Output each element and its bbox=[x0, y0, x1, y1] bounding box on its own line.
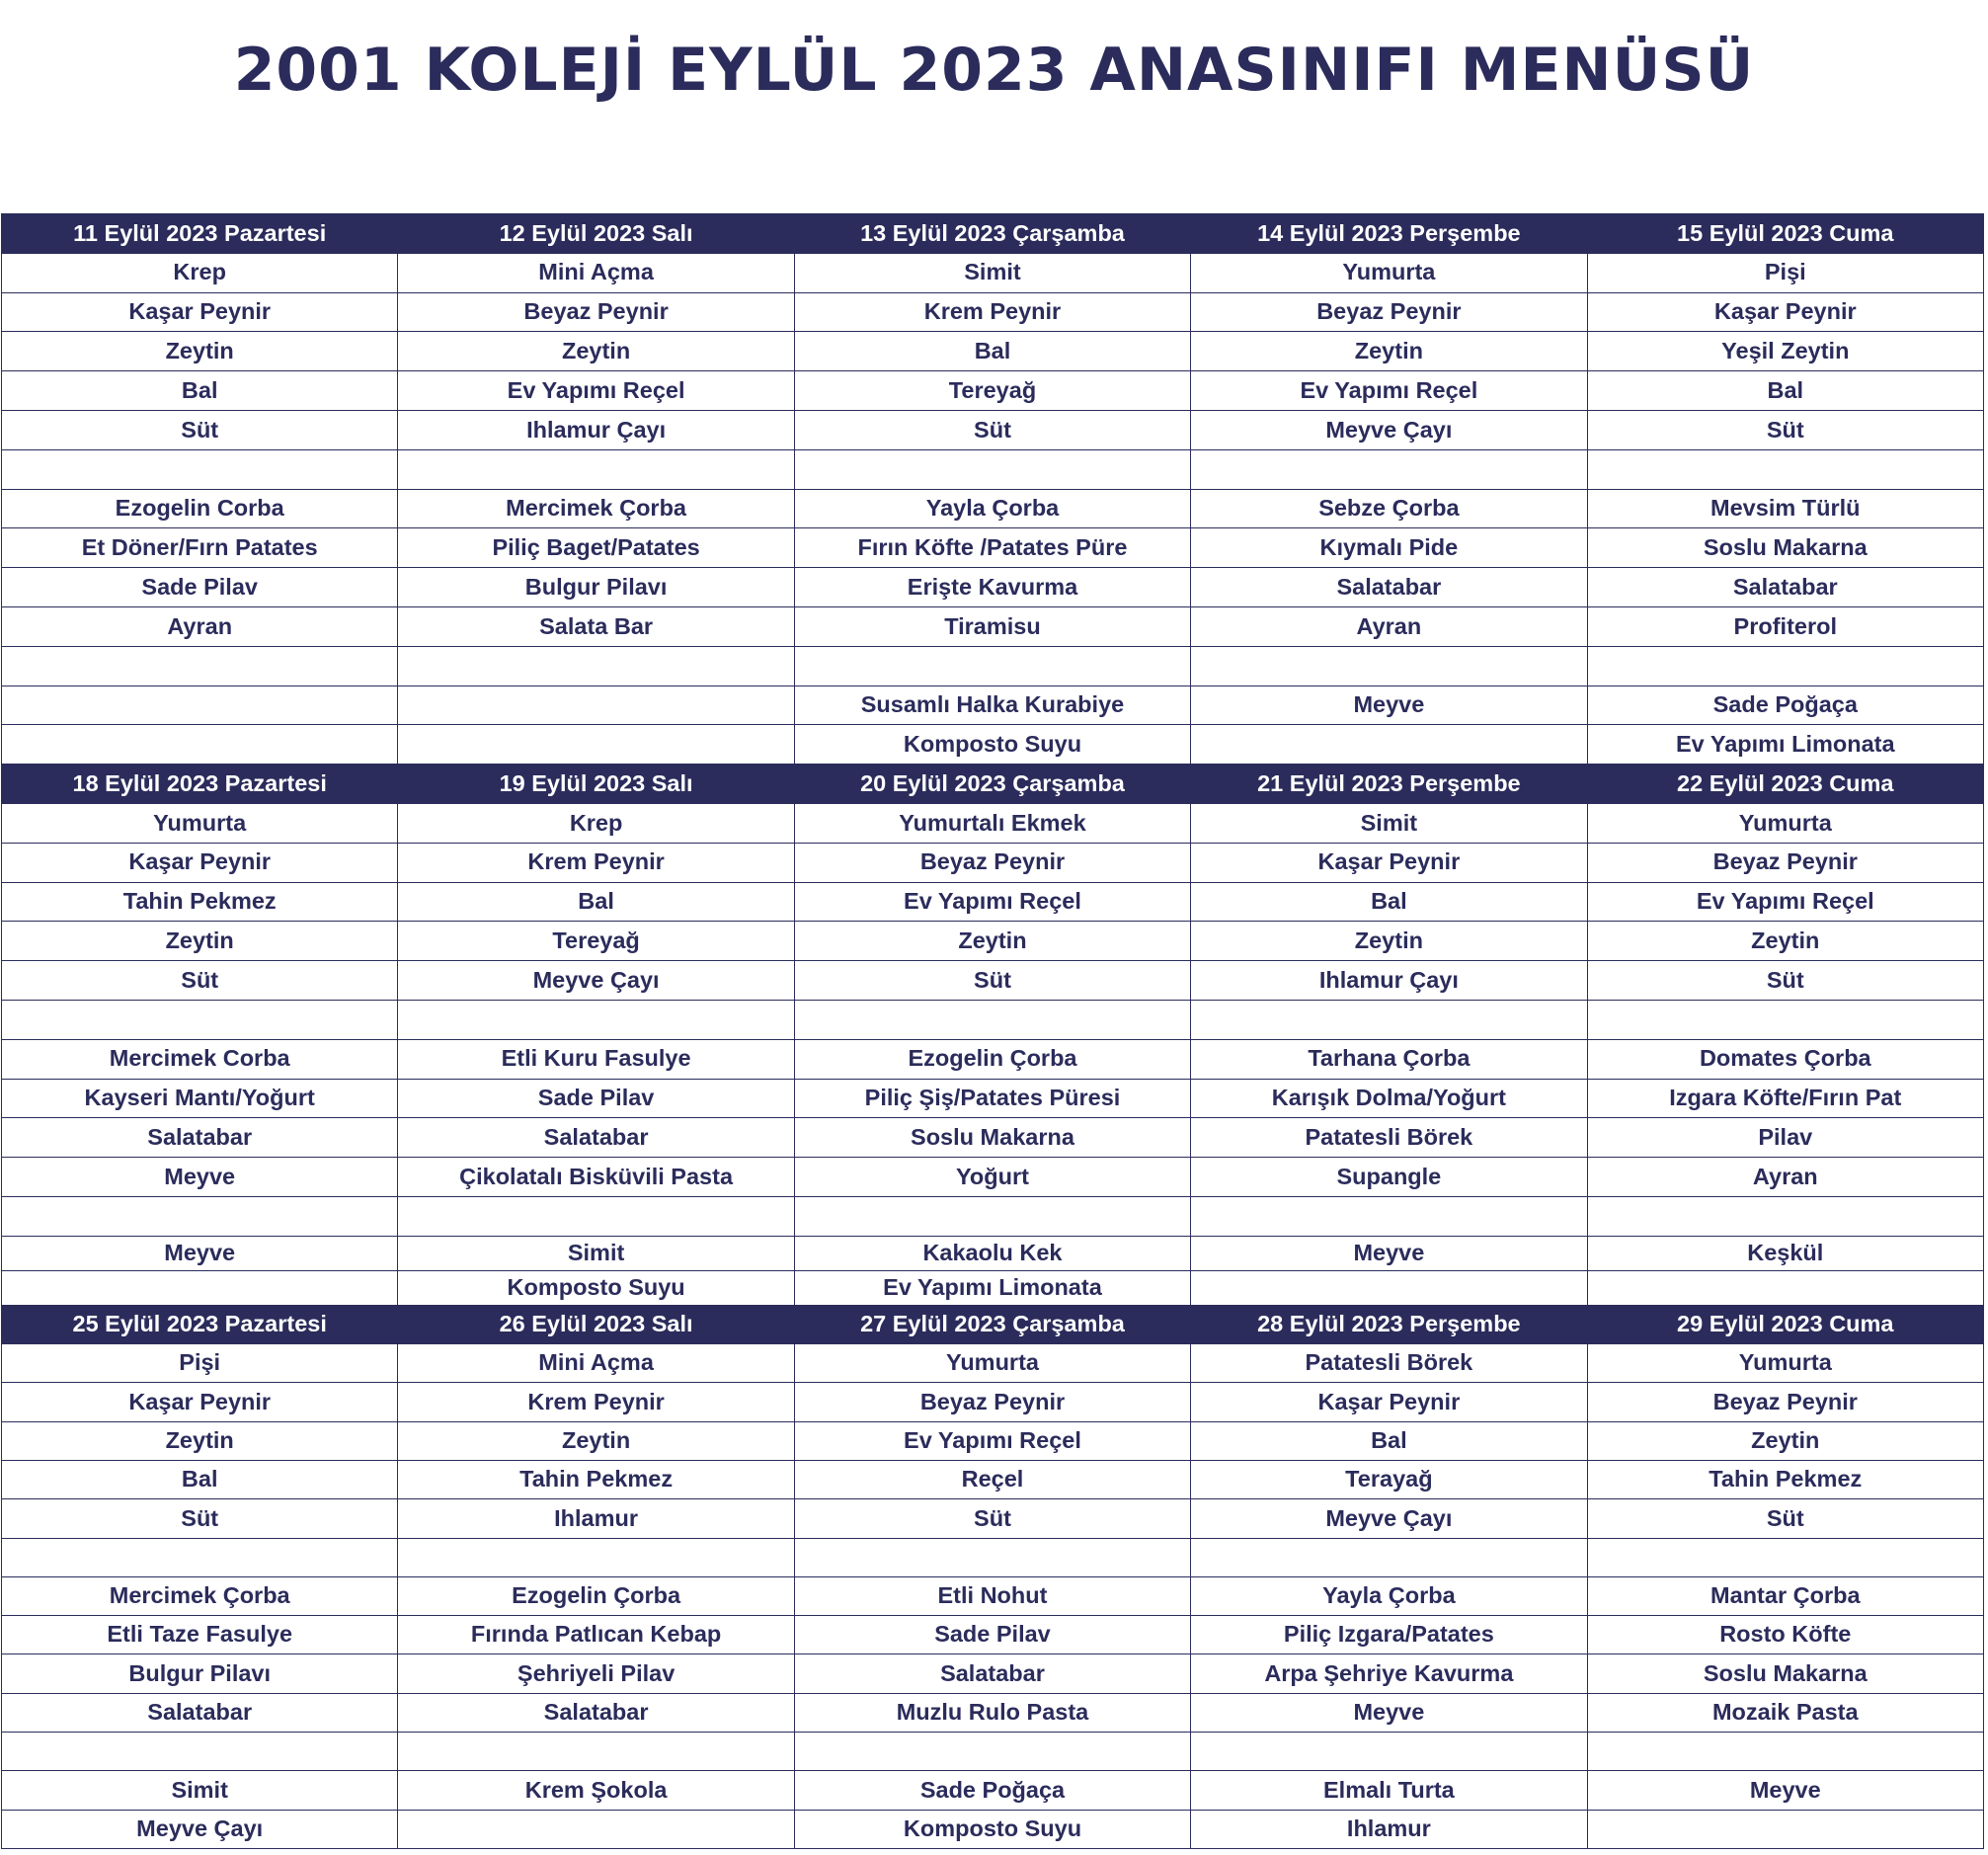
menu-cell: Yayla Çorba bbox=[1191, 1576, 1587, 1615]
menu-cell: Bal bbox=[2, 371, 398, 411]
menu-cell: Etli Kuru Fasulye bbox=[398, 1039, 794, 1079]
menu-cell: Zeytin bbox=[1191, 332, 1587, 371]
menu-row bbox=[2, 1421, 1984, 1460]
menu-cell: Sade Pilav bbox=[398, 1079, 794, 1118]
menu-row bbox=[2, 843, 1984, 882]
menu-cell: Meyve Çayı bbox=[1191, 1499, 1587, 1538]
menu-cell: Süt bbox=[2, 961, 398, 1001]
menu-cell bbox=[1191, 1196, 1587, 1236]
menu-cell: Simit bbox=[1191, 803, 1587, 843]
menu-cell: Krep bbox=[2, 253, 398, 292]
menu-cell: Kayseri Mantı/Yoğurt bbox=[2, 1079, 398, 1118]
menu-cell: Bal bbox=[2, 1460, 398, 1498]
menu-cell: Zeytin bbox=[1191, 922, 1587, 961]
menu-cell bbox=[1191, 449, 1587, 489]
menu-cell bbox=[1587, 449, 1983, 489]
menu-cell bbox=[2, 686, 398, 725]
menu-cell: Kıymalı Pide bbox=[1191, 528, 1587, 568]
menu-cell: Bal bbox=[1191, 1421, 1587, 1460]
day-header: 21 Eylül 2023 Perşembe bbox=[1191, 765, 1587, 804]
menu-cell: Meyve bbox=[2, 1236, 398, 1270]
menu-cell: Soslu Makarna bbox=[794, 1118, 1190, 1158]
menu-row bbox=[2, 1654, 1984, 1693]
menu-cell: Çikolatalı Bisküvili Pasta bbox=[398, 1158, 794, 1197]
menu-cell: Yumurta bbox=[1191, 253, 1587, 292]
week-header-row bbox=[2, 214, 1984, 254]
menu-row bbox=[2, 489, 1984, 528]
menu-cell: Krem Peynir bbox=[398, 843, 794, 882]
menu-cell: Sade Poğaça bbox=[794, 1771, 1190, 1810]
menu-cell: Yumurta bbox=[1587, 1344, 1983, 1383]
menu-cell: Ev Yapımı Reçel bbox=[794, 882, 1190, 922]
day-header: 18 Eylül 2023 Pazartesi bbox=[2, 765, 398, 804]
menu-cell: Beyaz Peynir bbox=[1587, 843, 1983, 882]
menu-cell: Tahin Pekmez bbox=[1587, 1460, 1983, 1498]
menu-cell: Ayran bbox=[1587, 1158, 1983, 1197]
menu-cell: Ev Yapımı Reçel bbox=[398, 371, 794, 411]
menu-cell: Yumurta bbox=[794, 1344, 1190, 1383]
menu-row bbox=[2, 292, 1984, 332]
menu-cell: Salatabar bbox=[398, 1693, 794, 1732]
menu-table bbox=[1, 213, 1984, 1849]
menu-cell: Ayran bbox=[2, 606, 398, 646]
day-header: 19 Eylül 2023 Salı bbox=[398, 765, 794, 804]
menu-cell: Kaşar Peynir bbox=[1191, 843, 1587, 882]
menu-cell: Beyaz Peynir bbox=[1191, 292, 1587, 332]
menu-row bbox=[2, 1236, 1984, 1270]
menu-cell: Tereyağ bbox=[794, 371, 1190, 411]
menu-cell: Ev Yapımı Limonata bbox=[1587, 725, 1983, 765]
menu-cell: Bulgur Pilavı bbox=[2, 1654, 398, 1693]
menu-cell: Mantar Çorba bbox=[1587, 1576, 1983, 1615]
menu-cell: Süt bbox=[794, 1499, 1190, 1538]
menu-cell: Süt bbox=[1587, 1499, 1983, 1538]
menu-cell: Supangle bbox=[1191, 1158, 1587, 1197]
menu-cell: Mini Açma bbox=[398, 253, 794, 292]
menu-cell: Ihlamur Çayı bbox=[1191, 961, 1587, 1001]
menu-cell: Ezogelin Çorba bbox=[398, 1576, 794, 1615]
menu-cell bbox=[2, 1196, 398, 1236]
menu-cell: Tarhana Çorba bbox=[1191, 1039, 1587, 1079]
menu-row bbox=[2, 1118, 1984, 1158]
menu-cell bbox=[1191, 1000, 1587, 1039]
page-title: 2001 KOLEJİ EYLÜL 2023 ANASINIFI MENÜSÜ bbox=[233, 36, 1755, 105]
menu-cell: Şehriyeli Pilav bbox=[398, 1654, 794, 1693]
menu-row bbox=[2, 1158, 1984, 1197]
menu-cell: Fırında Patlıcan Kebap bbox=[398, 1616, 794, 1654]
menu-row bbox=[2, 1538, 1984, 1576]
menu-cell: Kaşar Peynir bbox=[2, 843, 398, 882]
menu-row bbox=[2, 1732, 1984, 1770]
menu-cell: Et Döner/Fırn Patates bbox=[2, 528, 398, 568]
menu-cell: Ev Yapımı Limonata bbox=[794, 1270, 1190, 1305]
menu-cell: Ezogelin Corba bbox=[2, 489, 398, 528]
menu-cell: Bulgur Pilavı bbox=[398, 568, 794, 607]
menu-row bbox=[2, 1039, 1984, 1079]
menu-cell: Zeytin bbox=[2, 332, 398, 371]
menu-cell: Sade Poğaça bbox=[1587, 686, 1983, 725]
menu-cell: Beyaz Peynir bbox=[398, 292, 794, 332]
menu-cell: Zeytin bbox=[1587, 1421, 1983, 1460]
day-header: 26 Eylül 2023 Salı bbox=[398, 1305, 794, 1343]
menu-cell: Zeytin bbox=[794, 922, 1190, 961]
menu-cell: Kaşar Peynir bbox=[1587, 292, 1983, 332]
menu-cell bbox=[2, 1000, 398, 1039]
menu-cell: Reçel bbox=[794, 1460, 1190, 1498]
menu-cell bbox=[2, 1538, 398, 1576]
menu-cell bbox=[2, 646, 398, 686]
menu-cell: Salatabar bbox=[1587, 568, 1983, 607]
menu-row bbox=[2, 1693, 1984, 1732]
day-header: 13 Eylül 2023 Çarşamba bbox=[794, 214, 1190, 254]
menu-cell bbox=[398, 1000, 794, 1039]
menu-cell bbox=[794, 646, 1190, 686]
menu-cell bbox=[794, 1000, 1190, 1039]
menu-cell bbox=[1191, 646, 1587, 686]
menu-cell: Mini Açma bbox=[398, 1344, 794, 1383]
menu-row bbox=[2, 882, 1984, 922]
menu-cell bbox=[1587, 646, 1983, 686]
menu-row bbox=[2, 332, 1984, 371]
menu-cell: Yoğurt bbox=[794, 1158, 1190, 1197]
day-header: 11 Eylül 2023 Pazartesi bbox=[2, 214, 398, 254]
menu-cell: Bal bbox=[398, 882, 794, 922]
menu-cell: Simit bbox=[2, 1771, 398, 1810]
menu-cell: Salatabar bbox=[398, 1118, 794, 1158]
menu-cell: Mevsim Türlü bbox=[1587, 489, 1983, 528]
menu-row bbox=[2, 725, 1984, 765]
menu-cell: Etli Nohut bbox=[794, 1576, 1190, 1615]
menu-cell: Meyve bbox=[1191, 1693, 1587, 1732]
menu-cell: Profiterol bbox=[1587, 606, 1983, 646]
menu-cell: Muzlu Rulo Pasta bbox=[794, 1693, 1190, 1732]
menu-cell: Meyve bbox=[1191, 1236, 1587, 1270]
menu-cell: Süt bbox=[2, 1499, 398, 1538]
menu-cell: Komposto Suyu bbox=[398, 1270, 794, 1305]
menu-cell bbox=[398, 646, 794, 686]
menu-cell: Mozaik Pasta bbox=[1587, 1693, 1983, 1732]
menu-row bbox=[2, 1499, 1984, 1538]
menu-cell: Tereyağ bbox=[398, 922, 794, 961]
menu-row bbox=[2, 1460, 1984, 1498]
menu-cell: Meyve bbox=[1587, 1771, 1983, 1810]
menu-cell: Soslu Makarna bbox=[1587, 1654, 1983, 1693]
menu-cell: Meyve Çayı bbox=[398, 961, 794, 1001]
menu-cell: Yeşil Zeytin bbox=[1587, 332, 1983, 371]
menu-cell: Patatesli Börek bbox=[1191, 1344, 1587, 1383]
menu-row bbox=[2, 1344, 1984, 1383]
day-header: 12 Eylül 2023 Salı bbox=[398, 214, 794, 254]
menu-cell: Ihlamur bbox=[1191, 1810, 1587, 1848]
menu-cell bbox=[1191, 1270, 1587, 1305]
menu-cell bbox=[398, 1732, 794, 1770]
menu-row bbox=[2, 803, 1984, 843]
menu-cell bbox=[1587, 1196, 1983, 1236]
menu-row bbox=[2, 449, 1984, 489]
menu-cell: Süt bbox=[1587, 961, 1983, 1001]
menu-cell: Terayağ bbox=[1191, 1460, 1587, 1498]
menu-cell: Salatabar bbox=[2, 1693, 398, 1732]
menu-row bbox=[2, 1771, 1984, 1810]
week-header-row bbox=[2, 1305, 1984, 1343]
menu-cell: Bal bbox=[1191, 882, 1587, 922]
menu-cell: Tahin Pekmez bbox=[398, 1460, 794, 1498]
menu-cell: Bal bbox=[1587, 371, 1983, 411]
menu-row bbox=[2, 1270, 1984, 1305]
menu-cell: Piliç Baget/Patates bbox=[398, 528, 794, 568]
day-header: 29 Eylül 2023 Cuma bbox=[1587, 1305, 1983, 1343]
menu-cell: Tiramisu bbox=[794, 606, 1190, 646]
menu-cell: Salatabar bbox=[1191, 568, 1587, 607]
menu-cell bbox=[794, 1732, 1190, 1770]
day-header: 14 Eylül 2023 Perşembe bbox=[1191, 214, 1587, 254]
menu-cell: Zeytin bbox=[1587, 922, 1983, 961]
menu-row bbox=[2, 1616, 1984, 1654]
menu-row bbox=[2, 1576, 1984, 1615]
menu-row bbox=[2, 1383, 1984, 1421]
menu-cell bbox=[398, 686, 794, 725]
menu-cell: Sebze Çorba bbox=[1191, 489, 1587, 528]
day-header: 20 Eylül 2023 Çarşamba bbox=[794, 765, 1190, 804]
menu-cell: Karışık Dolma/Yoğurt bbox=[1191, 1079, 1587, 1118]
menu-cell: Zeytin bbox=[398, 1421, 794, 1460]
menu-cell: Kaşar Peynir bbox=[2, 292, 398, 332]
menu-row bbox=[2, 1810, 1984, 1848]
menu-cell bbox=[2, 725, 398, 765]
menu-cell: Simit bbox=[398, 1236, 794, 1270]
menu-cell: Etli Taze Fasulye bbox=[2, 1616, 398, 1654]
day-header: 15 Eylül 2023 Cuma bbox=[1587, 214, 1983, 254]
menu-cell bbox=[1191, 1732, 1587, 1770]
menu-cell: Komposto Suyu bbox=[794, 725, 1190, 765]
menu-cell bbox=[1587, 1732, 1983, 1770]
menu-row bbox=[2, 1196, 1984, 1236]
menu-cell: Soslu Makarna bbox=[1587, 528, 1983, 568]
week-header-row bbox=[2, 765, 1984, 804]
day-header: 22 Eylül 2023 Cuma bbox=[1587, 765, 1983, 804]
menu-cell: Süt bbox=[794, 410, 1190, 449]
menu-cell: Yumurta bbox=[1587, 803, 1983, 843]
menu-row bbox=[2, 606, 1984, 646]
menu-row bbox=[2, 646, 1984, 686]
menu-cell bbox=[794, 1538, 1190, 1576]
menu-cell: Ihlamur Çayı bbox=[398, 410, 794, 449]
menu-cell: Yumurta bbox=[2, 803, 398, 843]
menu-cell: Beyaz Peynir bbox=[1587, 1383, 1983, 1421]
menu-cell: Beyaz Peynir bbox=[794, 843, 1190, 882]
day-header: 27 Eylül 2023 Çarşamba bbox=[794, 1305, 1190, 1343]
menu-row bbox=[2, 1079, 1984, 1118]
menu-cell: Mercimek Çorba bbox=[2, 1576, 398, 1615]
menu-cell: Zeytin bbox=[398, 332, 794, 371]
menu-cell: Tahin Pekmez bbox=[2, 882, 398, 922]
menu-cell bbox=[794, 449, 1190, 489]
menu-cell: Zeytin bbox=[2, 1421, 398, 1460]
menu-cell: Piliç Izgara/Patates bbox=[1191, 1616, 1587, 1654]
menu-cell bbox=[1587, 1810, 1983, 1848]
menu-row bbox=[2, 371, 1984, 411]
menu-cell: Arpa Şehriye Kavurma bbox=[1191, 1654, 1587, 1693]
menu-cell: Meyve Çayı bbox=[2, 1810, 398, 1848]
menu-cell: Kakaolu Kek bbox=[794, 1236, 1190, 1270]
menu-cell: Ayran bbox=[1191, 606, 1587, 646]
menu-cell bbox=[2, 449, 398, 489]
menu-cell bbox=[1191, 1538, 1587, 1576]
menu-cell: Krem Peynir bbox=[794, 292, 1190, 332]
menu-cell: Ihlamur bbox=[398, 1499, 794, 1538]
day-header: 28 Eylül 2023 Perşembe bbox=[1191, 1305, 1587, 1343]
menu-cell: Süt bbox=[1587, 410, 1983, 449]
menu-cell: Simit bbox=[794, 253, 1190, 292]
menu-cell: Izgara Köfte/Fırın Pat bbox=[1587, 1079, 1983, 1118]
menu-cell: Keşkül bbox=[1587, 1236, 1983, 1270]
menu-cell bbox=[398, 1538, 794, 1576]
menu-cell: Meyve bbox=[2, 1158, 398, 1197]
menu-cell: Erişte Kavurma bbox=[794, 568, 1190, 607]
menu-cell: Ev Yapımı Reçel bbox=[1587, 882, 1983, 922]
menu-row bbox=[2, 568, 1984, 607]
menu-cell: Pilav bbox=[1587, 1118, 1983, 1158]
menu-cell: Beyaz Peynir bbox=[794, 1383, 1190, 1421]
menu-cell bbox=[2, 1270, 398, 1305]
menu-cell bbox=[398, 449, 794, 489]
menu-cell: Ev Yapımı Reçel bbox=[794, 1421, 1190, 1460]
menu-cell: Patatesli Börek bbox=[1191, 1118, 1587, 1158]
menu-cell: Salatabar bbox=[794, 1654, 1190, 1693]
menu-cell bbox=[1587, 1538, 1983, 1576]
menu-cell: Fırın Köfte /Patates Püre bbox=[794, 528, 1190, 568]
menu-cell: Ev Yapımı Reçel bbox=[1191, 371, 1587, 411]
menu-cell: Sade Pilav bbox=[794, 1616, 1190, 1654]
menu-cell: Ezogelin Çorba bbox=[794, 1039, 1190, 1079]
menu-cell: Salatabar bbox=[2, 1118, 398, 1158]
menu-cell: Krem Şokola bbox=[398, 1771, 794, 1810]
menu-cell bbox=[398, 725, 794, 765]
menu-cell: Pişi bbox=[1587, 253, 1983, 292]
day-header: 25 Eylül 2023 Pazartesi bbox=[2, 1305, 398, 1343]
menu-cell: Rosto Köfte bbox=[1587, 1616, 1983, 1654]
menu-cell: Krep bbox=[398, 803, 794, 843]
menu-cell: Sade Pilav bbox=[2, 568, 398, 607]
menu-row bbox=[2, 528, 1984, 568]
menu-cell bbox=[1191, 725, 1587, 765]
menu-row bbox=[2, 922, 1984, 961]
menu-cell: Domates Çorba bbox=[1587, 1039, 1983, 1079]
menu-cell: Krem Peynir bbox=[398, 1383, 794, 1421]
menu-cell bbox=[398, 1810, 794, 1848]
menu-cell: Meyve Çayı bbox=[1191, 410, 1587, 449]
menu-row bbox=[2, 686, 1984, 725]
menu-row bbox=[2, 1000, 1984, 1039]
menu-cell: Pişi bbox=[2, 1344, 398, 1383]
menu-cell bbox=[794, 1196, 1190, 1236]
menu-cell: Süt bbox=[794, 961, 1190, 1001]
menu-cell: Mercimek Corba bbox=[2, 1039, 398, 1079]
menu-cell bbox=[398, 1196, 794, 1236]
menu-cell: Piliç Şiş/Patates Püresi bbox=[794, 1079, 1190, 1118]
menu-cell: Kaşar Peynir bbox=[2, 1383, 398, 1421]
menu-cell: Yumurtalı Ekmek bbox=[794, 803, 1190, 843]
menu-cell bbox=[2, 1732, 398, 1770]
menu-cell: Bal bbox=[794, 332, 1190, 371]
menu-cell: Mercimek Çorba bbox=[398, 489, 794, 528]
menu-cell: Süt bbox=[2, 410, 398, 449]
menu-cell: Kaşar Peynir bbox=[1191, 1383, 1587, 1421]
menu-cell: Zeytin bbox=[2, 922, 398, 961]
menu-cell bbox=[1587, 1000, 1983, 1039]
menu-cell bbox=[1587, 1270, 1983, 1305]
menu-cell: Salata Bar bbox=[398, 606, 794, 646]
menu-row bbox=[2, 253, 1984, 292]
menu-row bbox=[2, 410, 1984, 449]
menu-cell: Elmalı Turta bbox=[1191, 1771, 1587, 1810]
menu-cell: Susamlı Halka Kurabiye bbox=[794, 686, 1190, 725]
menu-row bbox=[2, 961, 1984, 1001]
menu-cell: Komposto Suyu bbox=[794, 1810, 1190, 1848]
menu-cell: Yayla Çorba bbox=[794, 489, 1190, 528]
menu-cell: Meyve bbox=[1191, 686, 1587, 725]
